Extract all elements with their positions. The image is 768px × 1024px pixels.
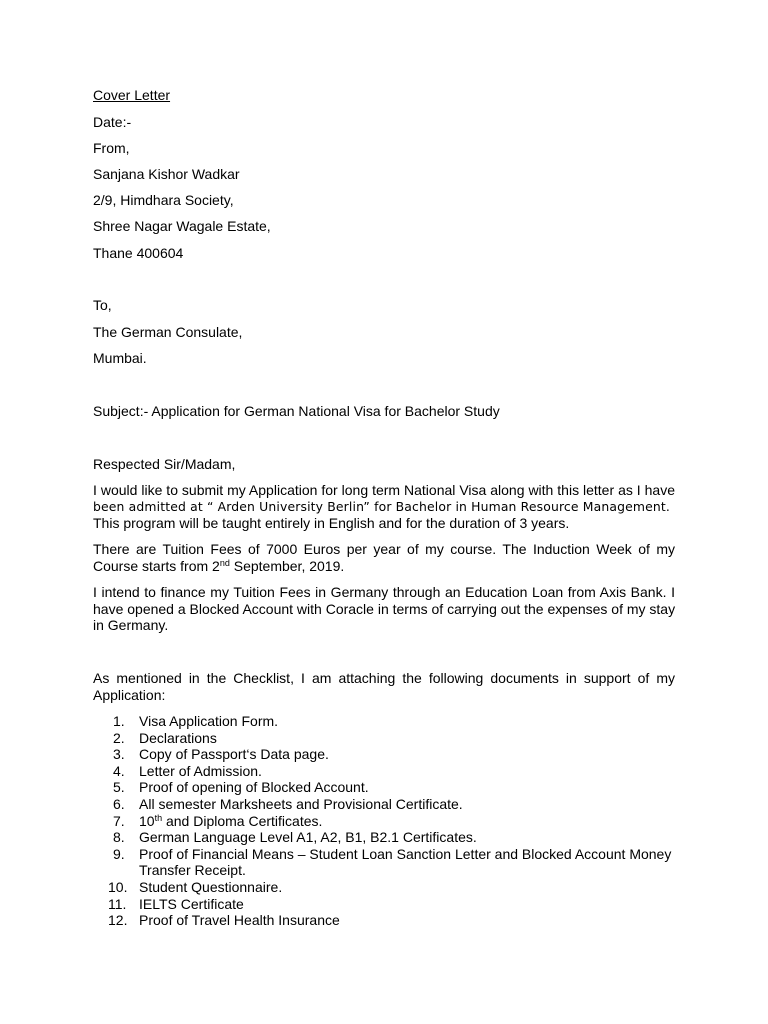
list-item — [93, 912, 693, 929]
list-item-text: Copy of Passport‘s Data page. — [139, 746, 329, 763]
list-item-number: 3. — [113, 746, 125, 763]
sender-name: Sanjana Kishor Wadkar — [93, 166, 240, 182]
from-label: From, — [93, 140, 130, 156]
list-item-text: Proof of Travel Health Insurance — [139, 912, 340, 929]
list-item — [93, 796, 693, 813]
list-item-number: 5. — [113, 779, 125, 796]
list-item-text: Student Questionnaire. — [139, 878, 283, 895]
list-item-number: 7. — [113, 812, 125, 829]
list-item-text: Proof of Financial Means – Student Loan Sanction Letter and Blocked Account Money — [139, 845, 672, 862]
paragraph-checklist-line-2: Application: — [93, 686, 166, 703]
subject-line: Subject:- Application for German National Visa for Bachelor Study — [93, 403, 500, 419]
list-item-text: and Diploma Certificates. — [162, 812, 323, 829]
letter-title: Cover Letter — [93, 87, 171, 103]
paragraph-fees-line-1: There are Tuition Fees of 7000 Euros per year of my course. The Induction Week of my — [93, 541, 675, 557]
paragraph-fees-line-2 — [93, 558, 675, 575]
paragraph-admission-line-3: This program will be taught entirely in English and for the duration of 3 years. — [93, 515, 570, 531]
list-item — [93, 746, 693, 763]
list-item-number: 11. — [108, 895, 127, 912]
list-item-text: Letter of Admission. — [139, 762, 262, 779]
documents-list — [93, 713, 693, 929]
list-item — [93, 779, 693, 796]
list-item-number: 2. — [113, 729, 125, 746]
list-item-text: All semester Marksheets and Provisional Certificate. — [139, 795, 463, 812]
paragraph-fees — [93, 541, 675, 574]
list-item — [93, 763, 693, 780]
list-item-text: Visa Application Form. — [139, 713, 279, 729]
list-item — [93, 896, 693, 913]
paragraph-admission-line-1: I would like to submit my Application for long term National Visa along with this letter as I have — [93, 482, 675, 498]
sender-address-1: 2/9, Himdhara Society, — [93, 192, 234, 208]
list-item-number: 6. — [113, 795, 125, 812]
paragraph-finance-line-2: have opened a Blocked Account with Coracle in terms of carrying out the expenses of my stay — [93, 600, 676, 617]
list-item-number: 4. — [113, 762, 125, 779]
list-item — [93, 813, 693, 830]
list-item — [93, 846, 693, 879]
to-label: To, — [93, 297, 112, 313]
list-item — [93, 713, 693, 730]
list-item-number: 10. — [108, 878, 128, 895]
list-item-text: Proof of opening of Blocked Account. — [139, 779, 369, 796]
list-item-number: 1. — [113, 713, 125, 729]
list-item-text-continuation: Transfer Receipt. — [139, 862, 246, 879]
date-line: Date:- — [93, 114, 132, 130]
paragraph-finance-line-1: I intend to finance my Tuition Fees in Germany through an Education Loan from Axis Bank. I — [93, 584, 675, 600]
list-item-ordinal: th — [154, 812, 163, 823]
paragraph-admission-line-2: been admitted at “ Arden University Berlin” for Bachelor in Human Resource Management. — [93, 498, 670, 514]
list-item-number: 8. — [113, 829, 125, 846]
list-item-text: German Language Level A1, A2, B1, B2.1 Certificates. — [139, 829, 477, 846]
sender-address-3: Thane 400604 — [93, 245, 184, 261]
paragraph-checklist — [93, 670, 675, 703]
salutation: Respected Sir/Madam, — [93, 456, 236, 472]
recipient-line-1: The German Consulate, — [93, 324, 243, 340]
paragraph-finance — [93, 584, 675, 634]
list-item — [93, 879, 693, 896]
list-item-text: IELTS Certificate — [139, 895, 244, 912]
list-item-number: 12. — [108, 912, 128, 929]
paragraph-finance-line-3: in Germany. — [93, 617, 169, 633]
list-item-text: Declarations — [139, 729, 217, 746]
recipient-line-2: Mumbai. — [93, 350, 147, 366]
paragraph-checklist-line-1: As mentioned in the Checklist, I am attaching the following documents in support of my — [93, 670, 675, 686]
list-item-text-prefix: 10 — [139, 812, 155, 829]
paragraph-admission — [93, 482, 675, 532]
list-item — [93, 730, 693, 747]
induction-date-prefix: Course starts from 2 — [93, 557, 220, 574]
induction-date-ordinal: nd — [219, 557, 230, 568]
induction-date-suffix: September, 2019. — [229, 557, 345, 574]
sender-address-2: Shree Nagar Wagale Estate, — [93, 218, 271, 234]
list-item — [93, 829, 693, 846]
list-item-number: 9. — [113, 845, 125, 862]
